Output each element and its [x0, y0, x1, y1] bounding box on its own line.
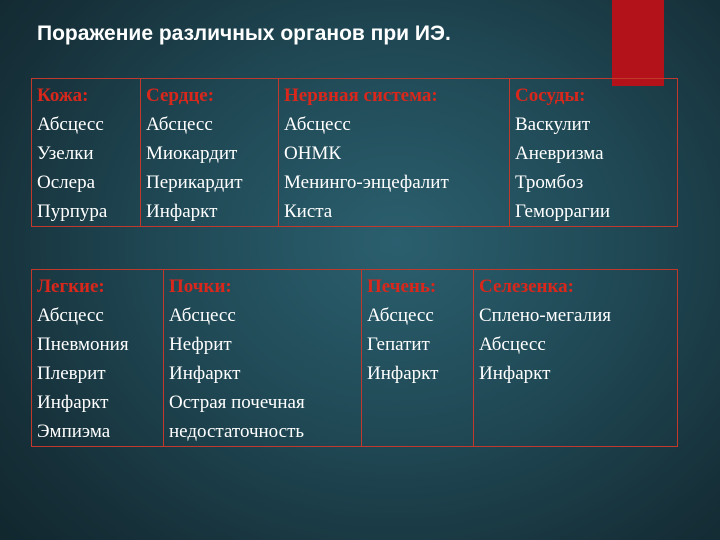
column-header: Сердце:: [146, 85, 215, 106]
column-header: Печень:: [367, 276, 437, 297]
list-item: Инфаркт: [169, 363, 241, 384]
column-liver: [362, 270, 474, 447]
column-lungs: [32, 270, 164, 447]
list-item: Тромбоз: [515, 172, 584, 193]
organs-table-bottom: [31, 269, 678, 447]
list-item: Пурпура: [37, 201, 108, 222]
list-item: Аневризма: [515, 143, 604, 164]
list-item: Острая почечная: [169, 392, 305, 413]
list-item: Абсцесс: [367, 305, 434, 326]
column-kidneys: [164, 270, 362, 447]
list-item: Абсцесс: [37, 114, 104, 135]
list-item: Абсцесс: [284, 114, 351, 135]
column-vessels: [510, 79, 678, 227]
column-heart: [141, 79, 279, 227]
column-header: Почки:: [169, 276, 232, 297]
column-nervous-system: [279, 79, 510, 227]
column-header: Нервная система:: [284, 85, 438, 106]
list-item: Гепатит: [367, 334, 430, 355]
list-item: Абсцесс: [37, 305, 104, 326]
list-item: Абсцесс: [479, 334, 546, 355]
list-item: Нефрит: [169, 334, 232, 355]
list-item: Киста: [284, 201, 333, 222]
list-item: Инфаркт: [37, 392, 109, 413]
column-header: Сосуды:: [515, 85, 586, 106]
list-item: Инфаркт: [479, 363, 551, 384]
column-skin: [32, 79, 141, 227]
list-item: ОНМК: [284, 143, 342, 164]
list-item: Сплено-мегалия: [479, 305, 611, 326]
list-item: Абсцесс: [146, 114, 213, 135]
list-item: Абсцесс: [169, 305, 236, 326]
list-item: Геморрагии: [515, 201, 611, 222]
list-item: Васкулит: [515, 114, 591, 135]
list-item: недостаточность: [169, 421, 305, 442]
column-spleen: [474, 270, 678, 447]
accent-bar: [612, 0, 664, 86]
organs-table-top: [31, 78, 678, 227]
slide-title: Поражение различных органов при ИЭ.: [37, 22, 451, 45]
list-item: Миокардит: [146, 143, 238, 164]
list-item: Менинго-энцефалит: [284, 172, 449, 193]
list-item: Инфаркт: [367, 363, 439, 384]
column-header: Легкие:: [37, 276, 105, 297]
list-item: Эмпиэма: [37, 421, 111, 442]
list-item: Инфаркт: [146, 201, 218, 222]
list-item: Перикардит: [146, 172, 243, 193]
column-header: Кожа:: [37, 85, 89, 106]
list-item: Плеврит: [37, 363, 106, 384]
list-item: Ослера: [37, 172, 96, 193]
list-item: Пневмония: [37, 334, 129, 355]
list-item: Узелки: [37, 143, 94, 164]
column-header: Селезенка:: [479, 276, 574, 297]
